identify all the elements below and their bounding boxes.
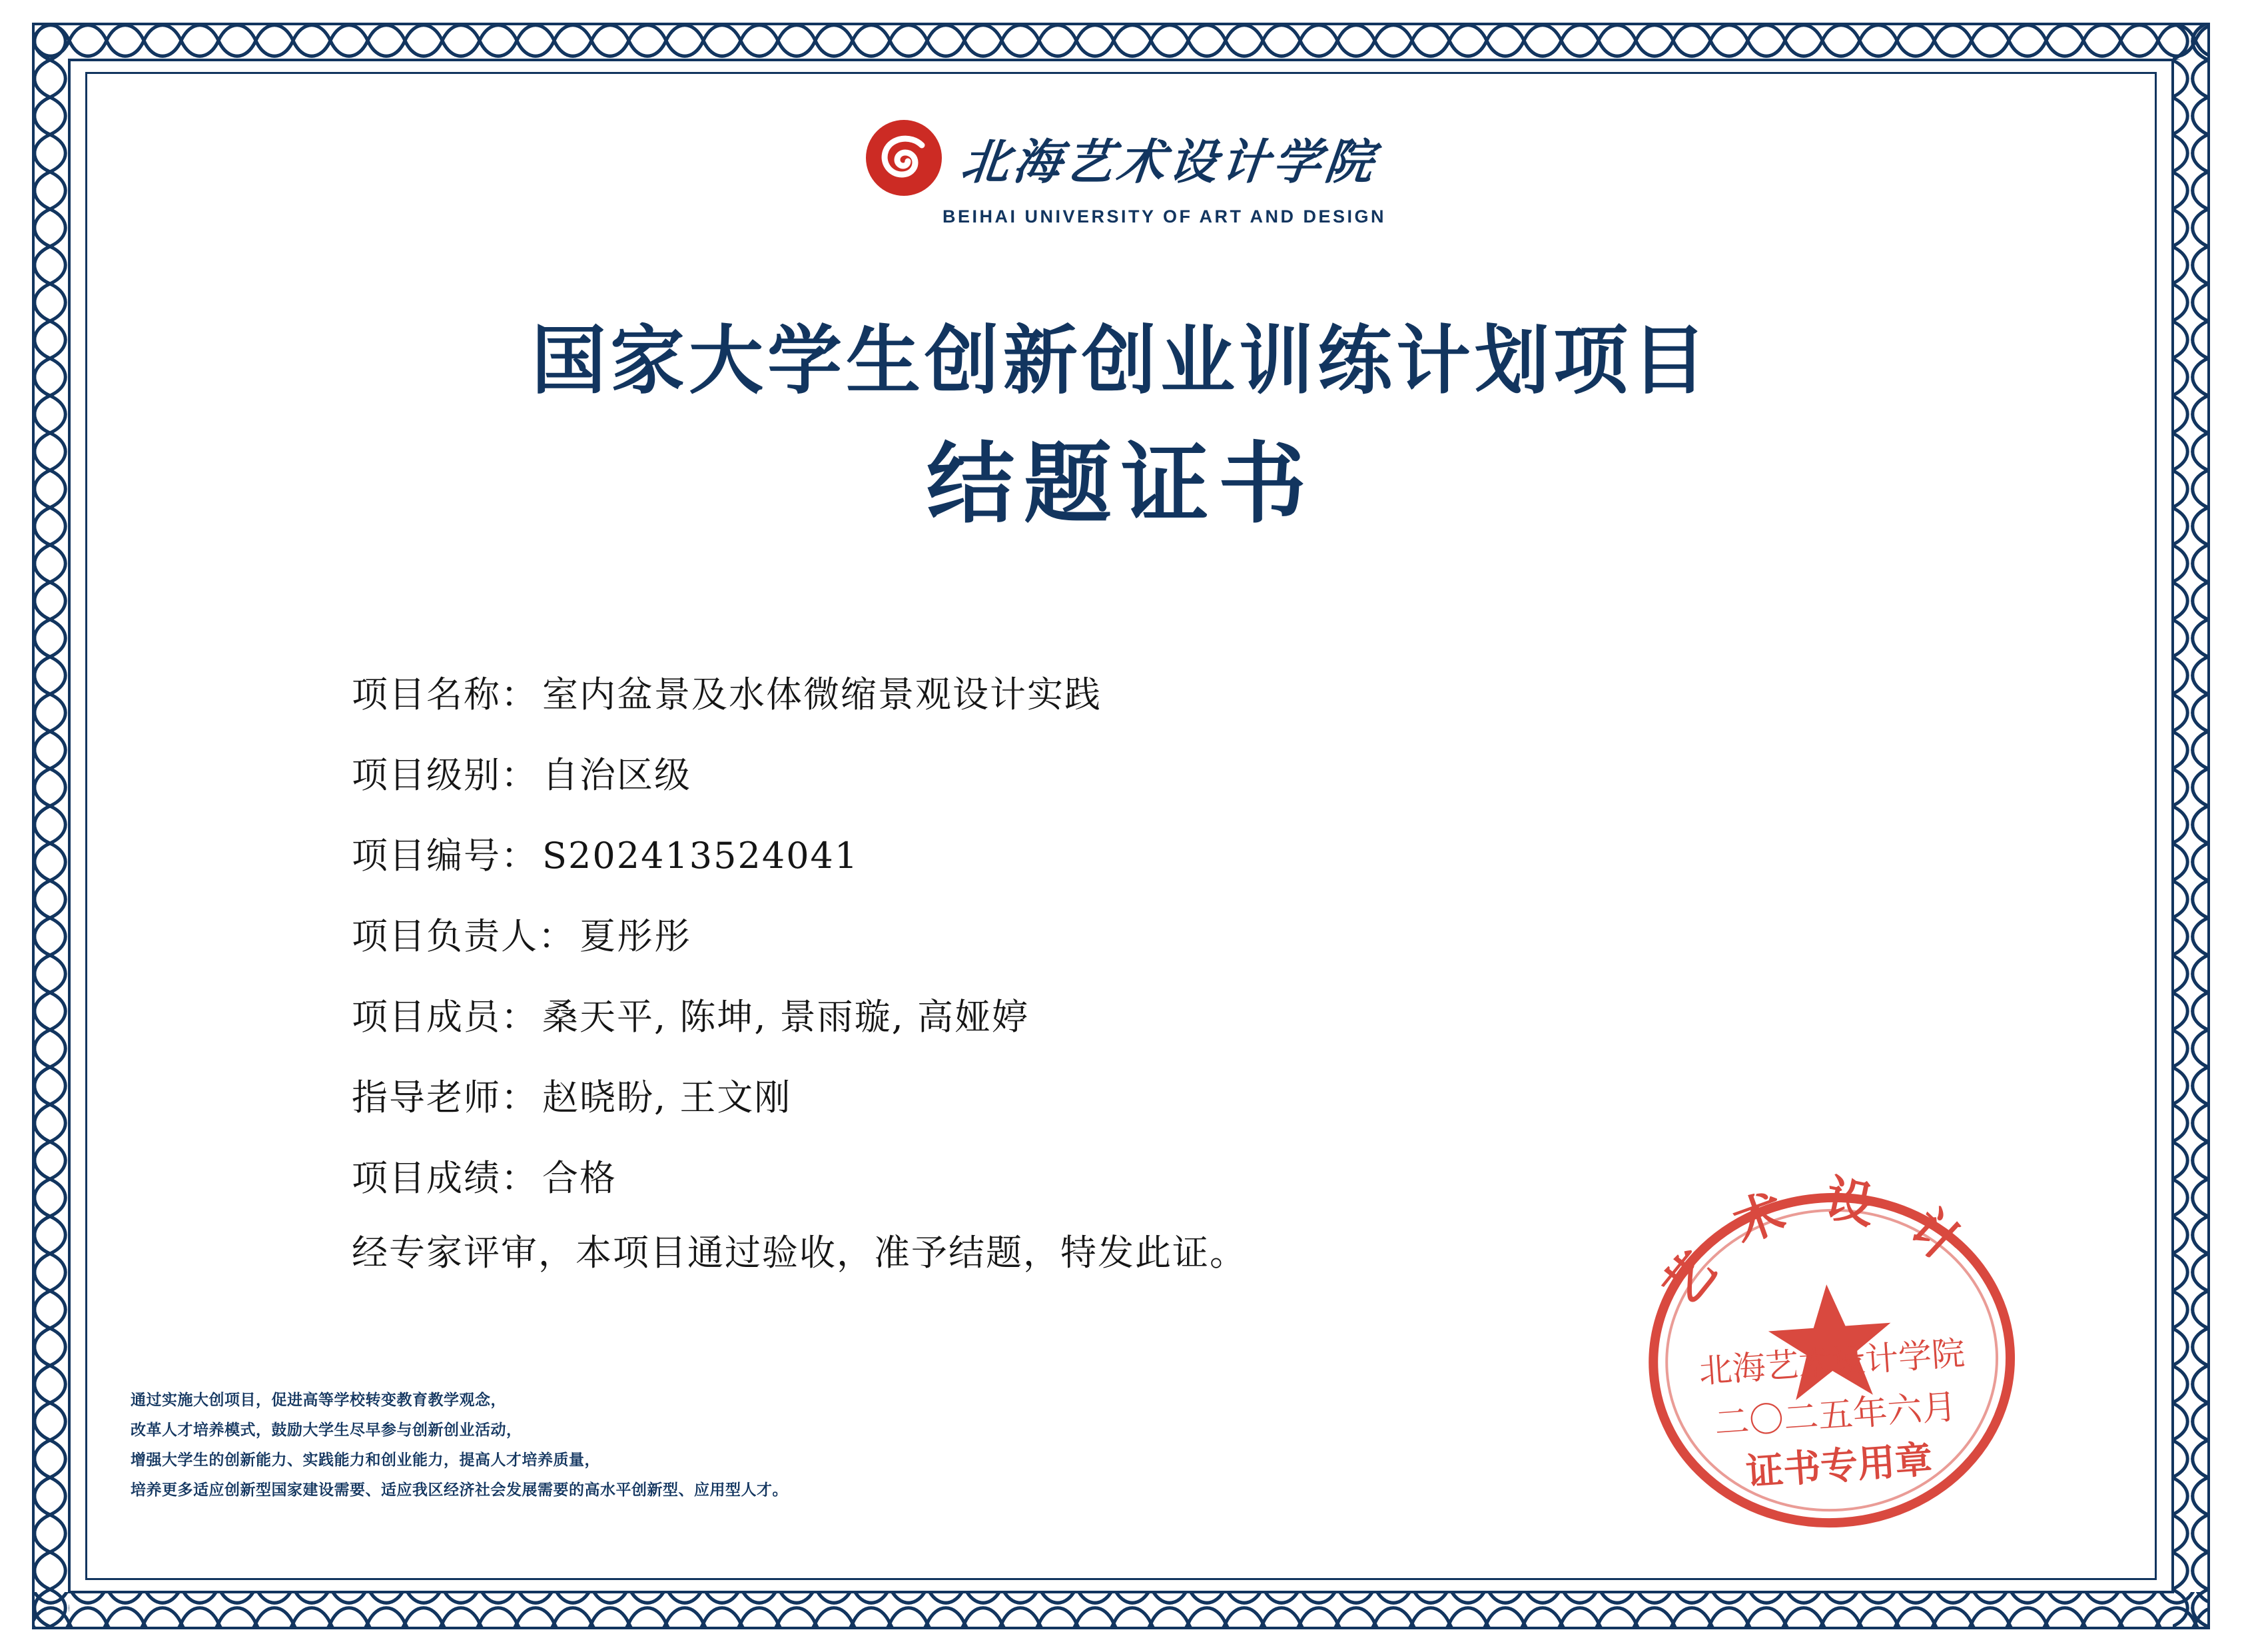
field-value: 室内盆景及水体微缩景观设计实践 bbox=[542, 673, 1102, 715]
seal-bottom-text: 证书专用章 bbox=[1744, 1437, 1934, 1495]
field-label: 项目成员： bbox=[352, 996, 538, 1038]
footnote-line: 改革人才培养模式，鼓励大学生尽早参与创新创业活动， bbox=[131, 1420, 522, 1439]
field-row bbox=[352, 989, 1817, 1040]
field-row bbox=[352, 1150, 1817, 1201]
field-label: 项目名称： bbox=[352, 673, 538, 715]
swirl-logo-icon bbox=[865, 119, 943, 197]
field-value: 桑天平, 陈坤, 景雨璇, 高娅婷 bbox=[542, 996, 1029, 1038]
field-label: 指导老师： bbox=[352, 1076, 538, 1118]
footnote-line: 增强大学生的创新能力、实践能力和创业能力，提高人才培养质量， bbox=[131, 1450, 600, 1469]
certificate-title-line2: 结题证书 bbox=[927, 432, 1315, 536]
field-row bbox=[352, 747, 1817, 798]
field-label: 项目级别： bbox=[352, 754, 538, 796]
official-seal bbox=[1606, 1158, 2057, 1559]
field-label: 项目负责人： bbox=[352, 915, 575, 957]
field-label: 项目编号： bbox=[352, 835, 538, 877]
certificate-title-line1: 国家大学生创新创业训练计划项目 bbox=[532, 317, 1710, 404]
institution-logo-block bbox=[0, 119, 2242, 227]
field-row bbox=[352, 827, 1817, 879]
seal-center-text: 北海艺术设计学院 bbox=[1697, 1334, 1966, 1391]
svg-text:艺术设计 bbox=[1645, 1158, 2002, 1320]
institution-name-cn: 北海艺术设计学院 bbox=[958, 136, 1380, 189]
footnote-block bbox=[131, 1386, 788, 1505]
field-value: 自治区级 bbox=[542, 754, 691, 796]
seal-date-text: 二〇二五年六月 bbox=[1713, 1387, 1958, 1444]
footnote-line: 培养更多适应创新型国家建设需要、适应我区经济社会发展需要的高水平创新型、应用型人才。 bbox=[131, 1480, 788, 1499]
certificate-statement: 经专家评审，本项目通过验收，准予结题，特发此证。 bbox=[352, 1232, 1247, 1274]
institution-name-en: BEIHAI UNIVERSITY OF ART AND DESIGN bbox=[942, 206, 1387, 226]
field-row bbox=[352, 908, 1817, 959]
field-value: S202413524041 bbox=[542, 835, 859, 877]
seal-arc-text: 艺术设计 bbox=[1651, 1169, 2000, 1316]
certificate-fields bbox=[352, 666, 1817, 1230]
field-row bbox=[352, 666, 1817, 717]
footnote-line: 通过实施大创项目，促进高等学校转变教育教学观念， bbox=[131, 1391, 506, 1409]
field-label: 项目成绩： bbox=[352, 1157, 538, 1199]
field-value: 赵晓盼, 王文刚 bbox=[542, 1076, 792, 1118]
field-value: 夏彤彤 bbox=[579, 915, 691, 957]
field-row bbox=[352, 1069, 1817, 1120]
field-value: 合格 bbox=[542, 1157, 617, 1199]
